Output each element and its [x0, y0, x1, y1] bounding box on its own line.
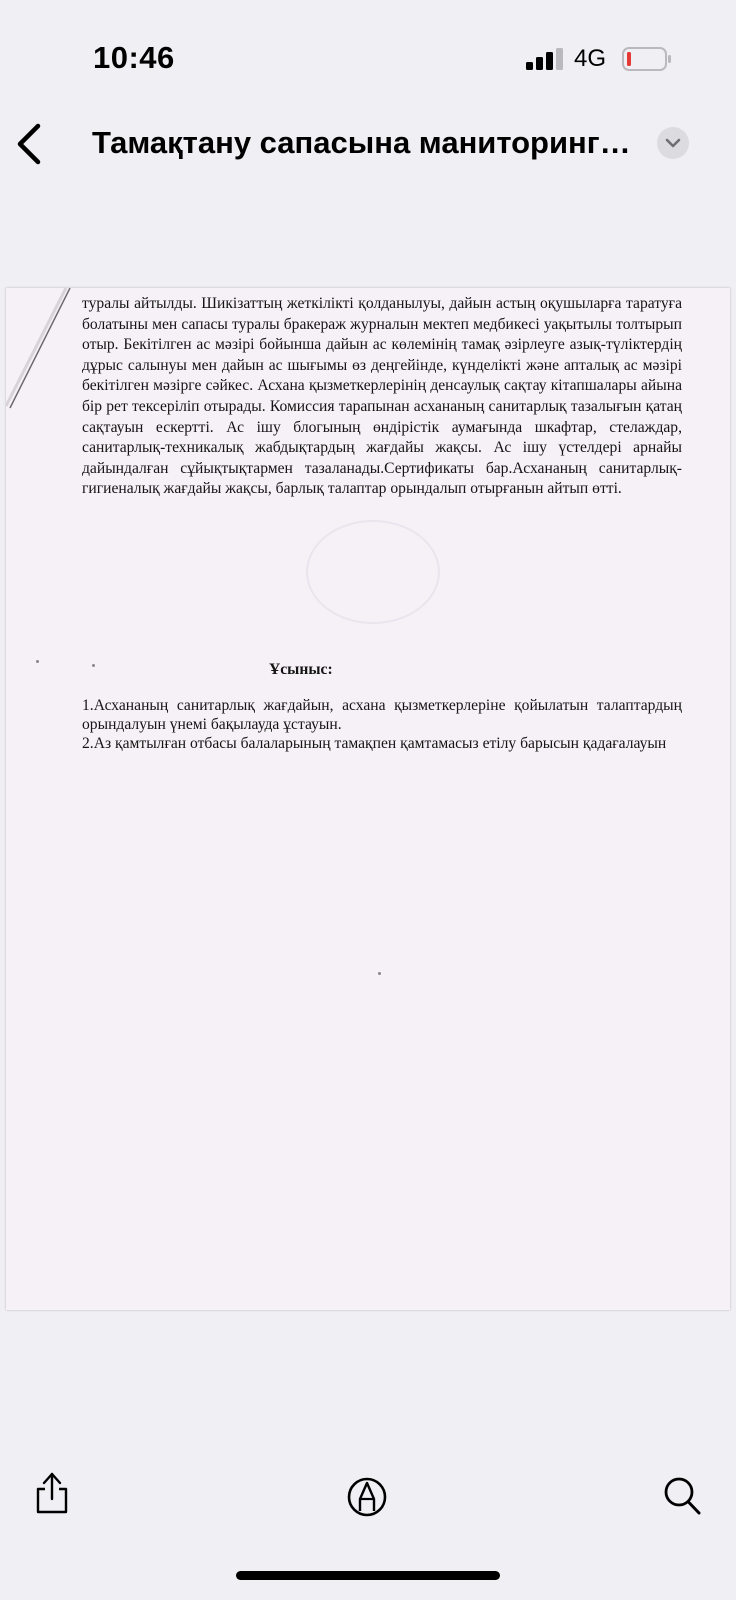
document-body-text: туралы айтылды. Шикізаттың жеткілікті қолданылуы, дайын астың оқушыларға таратуға болатыны мен сапасы туралы бракераж журналын мектеп медбикесі уақытылы толтырып отыр. Бекітілген ас мәзірі бойынша дайын ас көлемінің тамақ әзірлеуге азық-түліктердің дұрыс салынуы мен дайын ас шығымы өз деңгейінде, күнделікті және апталық ас мәзірі бекітілген мәзірге сәйкес. Асхана қызметкерлерінің денсаулық сақтау кітапшалары айына бір рет тексеріліп отырады. Комиссия тарапынан асхананың санитарлық тазалығын қатаң сақтауын ескертті. Ас ішу блогының өндірістік аумағында шкафтар, стелаждар, санитарлық-техникалық жабдықтардың жағдайы жақсы. Ас ішу үстелдері арнайы дайындалған сұйықтықтармен тазаланады.Сертификаты бар.Асхананың санитарлық-гигиеналық жағдайы жақсы, барлық талаптар орындалып отырғанын айтып өтті.: [82, 295, 682, 498]
network-type: 4G: [574, 45, 607, 72]
signal-bars-icon: [526, 48, 564, 70]
scan-speck: [92, 664, 95, 667]
share-icon[interactable]: [31, 1469, 73, 1515]
chevron-down-icon: [665, 137, 681, 149]
recommendations-heading: Ұсыныс:: [269, 661, 333, 678]
markup-pen-icon[interactable]: [346, 1475, 388, 1521]
title-menu-button[interactable]: [657, 127, 689, 159]
page-fold-mark: [6, 288, 86, 428]
scan-speck: [378, 972, 381, 975]
recommendations-list: [82, 696, 682, 753]
home-indicator[interactable]: [236, 1571, 500, 1580]
recommendation-item: 1.Асхананың санитарлық жағдайын, асхана қызметкерлеріне қойылатын талаптардың орындалуын үнемі бақылауда ұстауын.: [82, 697, 682, 733]
recommendation-item: 2.Аз қамтылған отбасы балаларының тамақпен қамтамасыз етілу барысын қадағалауын: [82, 735, 667, 752]
faded-seal: [306, 520, 440, 624]
search-icon[interactable]: [662, 1475, 704, 1521]
battery-low-icon: [622, 47, 672, 71]
document-title: Тамақтану сапасына маниторинг…: [92, 125, 631, 160]
back-chevron-icon[interactable]: [12, 122, 48, 166]
document-page[interactable]: [6, 288, 730, 1310]
status-time: 10:46: [93, 40, 175, 75]
scan-speck: [36, 660, 39, 663]
